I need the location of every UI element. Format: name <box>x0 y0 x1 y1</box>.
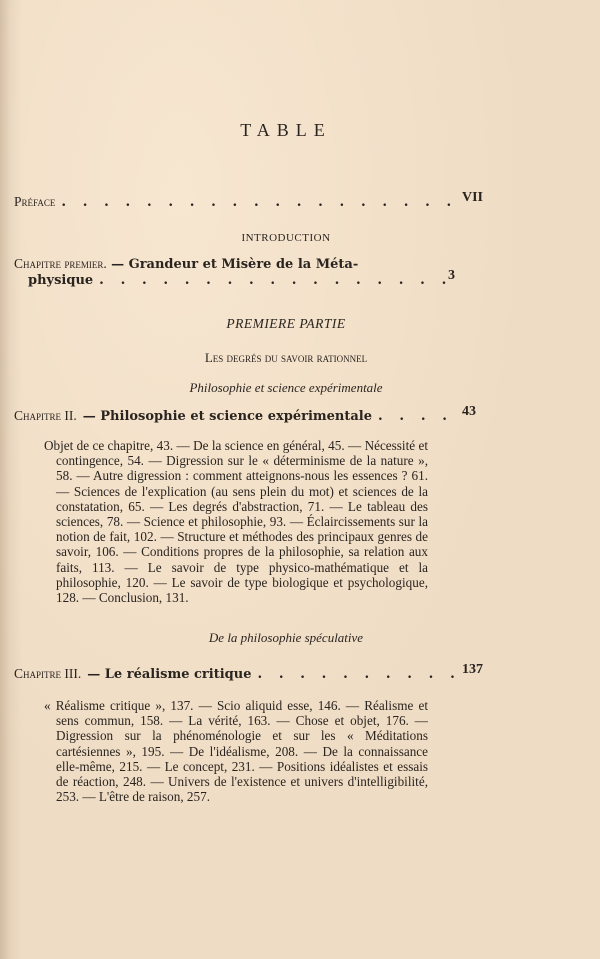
preface-label: Préface <box>14 194 56 209</box>
page-number: VII <box>462 190 484 205</box>
toc-entry-preface[interactable] <box>14 190 484 210</box>
chapter-label: Chapitre III. <box>14 666 82 681</box>
section-heading: De la philosophie spéculative <box>208 630 364 645</box>
summary-text: « Réalisme critique », 137. — Scio aliquid esse, 146. — Réalisme et sens commun, 158. — La vérité, 163. — Chose et objet, 176. — Digression sur la phénoménologie et sur les « Méditations cartésiennes », 195. — De l'idéalisme, 208. — De la connaissance elle-même, 215. — Le concept, 231. — Positions idéalistes et essais de réaction, 248. — Univers de l'existence et univers d'intelligibilité, 253. — L'être de raison, 257. <box>44 698 428 805</box>
introduction-heading: INTRODUCTION <box>241 232 331 244</box>
part-subheading: Les degrés du savoir rationnel <box>204 350 368 365</box>
chapter-label: Chapitre II. <box>14 408 77 423</box>
toc-entry-chapter-3[interactable] <box>14 662 483 682</box>
summary-text: Objet de ce chapitre, 43. — De la science en général, 45. — Nécessité et contingence, 54. — Digression sur le « déterminisme de la nature », 58. — Autre digression : comment atteignons-nous les essences ? 61. — Sciences de l'explication (au sens plein du mot) et sciences de la constatation, 65. — Les degrés d'abstraction, 71. — Le tableau des sciences, 78. — Science et philosophie, 93. — Éclaircissements sur la notion de fait, 102. — Structure et méthodes des principaux genres de savoir, 106. — Conditions propres de la philosophie, sa relation aux faits, 113. — Le savoir de type physico-mathématique et la philosophie, 120. — Le savoir de type biologique et psychologique, 128. — Conclusion, 131. <box>44 438 428 606</box>
chapter-3-summary <box>44 698 428 804</box>
page-number: 3 <box>448 268 455 283</box>
toc-entry-chapter-1[interactable] <box>14 256 462 288</box>
chapter-title-cont: physique <box>28 273 94 288</box>
page-number: 43 <box>462 404 476 419</box>
section-heading: Philosophie et science expérimentale <box>189 380 383 395</box>
toc-entry-chapter-2[interactable] <box>14 404 476 424</box>
chapter-label: Chapitre premier. <box>14 256 107 271</box>
leader-dots <box>61 194 456 210</box>
leader-dots <box>257 666 456 682</box>
chapter-title: — Grandeur et Misère de la Méta- <box>111 257 359 272</box>
chapter-2-summary <box>44 438 428 605</box>
part-heading: PREMIERE PARTIE <box>226 316 346 331</box>
page-number: 137 <box>462 662 483 677</box>
page-title: TABLE <box>240 120 332 140</box>
leader-dots <box>99 272 456 288</box>
leader-dots <box>378 408 456 424</box>
chapter-title: — Philosophie et science expérimentale <box>82 409 373 424</box>
chapter-title: — Le réalisme critique <box>87 667 252 682</box>
